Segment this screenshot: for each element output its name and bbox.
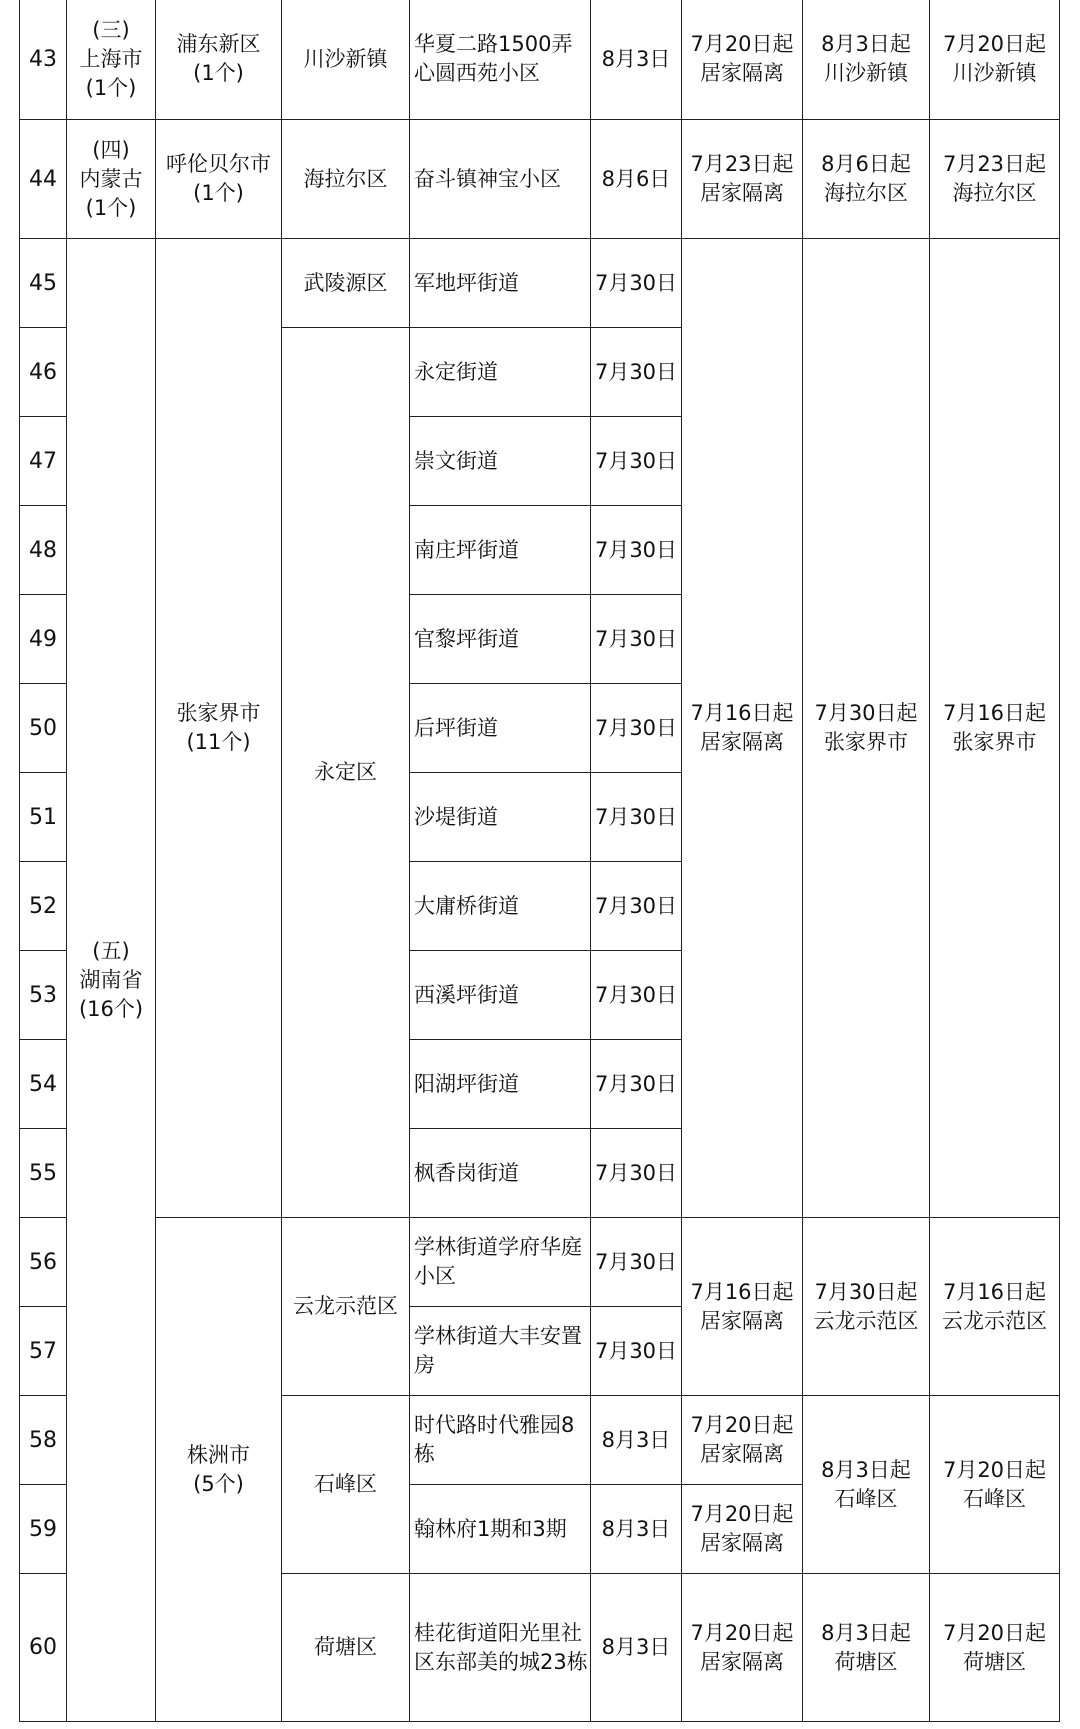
province-cell [67, 0, 156, 120]
area-since-date: 7月20日起 [942, 32, 1047, 56]
quarantine-start: 7月23日起 [690, 152, 794, 176]
quarantine-start: 7月16日起 [690, 701, 794, 725]
address-cell: 时代路时代雅园8栋 [410, 1396, 591, 1485]
table-row [20, 0, 1060, 120]
date-cell: 7月30日 [591, 1218, 682, 1307]
area-from-cell [803, 120, 930, 239]
address-cell: 沙堤街道 [410, 773, 591, 862]
address-cell: 奋斗镇神宝小区 [410, 120, 591, 239]
date-cell: 7月30日 [591, 506, 682, 595]
city-count: (1个) [193, 61, 244, 85]
quarantine-start: 7月20日起 [690, 1502, 794, 1526]
area-from-place: 海拉尔区 [824, 181, 908, 205]
area-from-cell [803, 1574, 930, 1722]
area-since-place: 海拉尔区 [952, 181, 1037, 205]
area-since-cell [930, 239, 1060, 1218]
area-from-date: 8月3日起 [821, 32, 911, 56]
province-cell [67, 120, 156, 239]
quarantine-type: 居家隔离 [700, 1308, 784, 1333]
row-number: 59 [20, 1485, 67, 1574]
address-cell: 学林街道学府华庭小区 [410, 1218, 591, 1307]
quarantine-start: 7月16日起 [690, 1279, 794, 1304]
area-from-cell [803, 239, 930, 1218]
city-count: (5个) [193, 1471, 244, 1496]
province-name: 上海市 [79, 46, 143, 71]
area-since-place: 张家界市 [952, 730, 1037, 754]
address-cell: 阳湖坪街道 [410, 1040, 591, 1129]
quarantine-start: 7月20日起 [690, 1620, 794, 1645]
city-name: 呼伦贝尔市 [166, 152, 271, 176]
district-cell: 武陵源区 [282, 239, 410, 328]
area-from-place: 张家界市 [824, 730, 908, 754]
address-cell: 西溪坪街道 [410, 951, 591, 1040]
quarantine-cell [682, 1396, 803, 1485]
quarantine-type: 居家隔离 [700, 61, 784, 85]
row-number: 53 [20, 951, 67, 1040]
province-count: (16个) [78, 996, 144, 1021]
address-cell: 桂花街道阳光里社区东部美的城23栋 [410, 1574, 591, 1722]
area-from-date: 7月30日起 [814, 701, 918, 725]
row-number: 50 [20, 684, 67, 773]
row-number: 52 [20, 862, 67, 951]
area-since-cell [930, 120, 1060, 239]
city-cell [156, 120, 282, 239]
province-count: (1个) [85, 195, 137, 220]
province-ordinal: (三) [92, 17, 130, 42]
area-from-cell [803, 0, 930, 120]
address-cell: 南庄坪街道 [410, 506, 591, 595]
address-cell: 军地坪街道 [410, 239, 591, 328]
area-from-date: 8月3日起 [821, 1457, 911, 1482]
quarantine-type: 居家隔离 [700, 730, 784, 754]
address-cell: 学林街道大丰安置房 [410, 1307, 591, 1396]
date-cell: 7月30日 [591, 951, 682, 1040]
table-row [20, 120, 1060, 239]
table-row [20, 239, 1060, 328]
date-cell: 7月30日 [591, 1040, 682, 1129]
area-from-cell [803, 1396, 930, 1574]
city-name: 浦东新区 [176, 32, 261, 56]
district-cell: 川沙新镇 [282, 0, 410, 120]
area-since-date: 7月16日起 [942, 1279, 1047, 1304]
city-count: (1个) [193, 181, 244, 205]
province-name: 内蒙古 [79, 166, 143, 191]
date-cell: 8月3日 [591, 0, 682, 120]
address-cell: 华夏二路1500弄心圆西苑小区 [410, 0, 591, 120]
address-cell: 永定街道 [410, 328, 591, 417]
city-cell [156, 0, 282, 120]
row-number: 43 [20, 0, 67, 120]
row-number: 44 [20, 120, 67, 239]
area-since-date: 7月16日起 [942, 701, 1047, 725]
risk-area-table [19, 0, 1060, 1722]
area-from-date: 8月6日起 [821, 152, 911, 176]
row-number: 57 [20, 1307, 67, 1396]
city-count: (11个) [186, 730, 251, 754]
area-since-place: 云龙示范区 [942, 1308, 1047, 1333]
date-cell: 7月30日 [591, 417, 682, 506]
row-number: 58 [20, 1396, 67, 1485]
quarantine-cell [682, 120, 803, 239]
address-cell: 大庸桥街道 [410, 862, 591, 951]
district-cell: 永定区 [282, 328, 410, 1218]
district-cell: 荷塘区 [282, 1574, 410, 1722]
date-cell: 7月30日 [591, 1307, 682, 1396]
row-number: 56 [20, 1218, 67, 1307]
quarantine-cell [682, 1574, 803, 1722]
date-cell: 8月6日 [591, 120, 682, 239]
date-cell: 7月30日 [591, 862, 682, 951]
row-number: 60 [20, 1574, 67, 1722]
row-number: 55 [20, 1129, 67, 1218]
quarantine-cell [682, 1485, 803, 1574]
table-row [20, 1218, 1060, 1307]
area-from-place: 荷塘区 [834, 1649, 898, 1674]
date-cell: 7月30日 [591, 684, 682, 773]
area-since-cell [930, 0, 1060, 120]
province-count: (1个) [85, 75, 137, 100]
area-from-place: 川沙新镇 [824, 61, 908, 85]
address-cell: 后坪街道 [410, 684, 591, 773]
quarantine-type: 居家隔离 [700, 1649, 784, 1674]
area-since-date: 7月20日起 [942, 1620, 1047, 1645]
area-from-date: 7月30日起 [814, 1279, 918, 1304]
district-cell: 石峰区 [282, 1396, 410, 1574]
province-name: 湖南省 [79, 967, 143, 992]
area-since-cell [930, 1396, 1060, 1574]
row-number: 45 [20, 239, 67, 328]
quarantine-type: 居家隔离 [700, 1442, 784, 1466]
area-since-place: 石峰区 [963, 1486, 1026, 1511]
row-number: 47 [20, 417, 67, 506]
district-cell: 海拉尔区 [282, 120, 410, 239]
area-from-place: 石峰区 [834, 1486, 898, 1511]
date-cell: 7月30日 [591, 328, 682, 417]
row-number: 46 [20, 328, 67, 417]
date-cell: 7月30日 [591, 239, 682, 328]
province-ordinal: (四) [92, 137, 130, 162]
area-from-date: 8月3日起 [821, 1620, 911, 1645]
quarantine-cell [682, 0, 803, 120]
date-cell: 7月30日 [591, 773, 682, 862]
area-since-cell [930, 1218, 1060, 1396]
date-cell: 8月3日 [591, 1574, 682, 1722]
date-cell: 8月3日 [591, 1485, 682, 1574]
province-ordinal: (五) [92, 938, 130, 963]
quarantine-cell [682, 239, 803, 1218]
city-cell [156, 1218, 282, 1722]
area-since-date: 7月20日起 [942, 1457, 1047, 1482]
address-cell: 枫香岗街道 [410, 1129, 591, 1218]
row-number: 54 [20, 1040, 67, 1129]
area-from-cell [803, 1218, 930, 1396]
city-name: 张家界市 [176, 701, 261, 725]
date-cell: 7月30日 [591, 1129, 682, 1218]
address-cell: 官黎坪街道 [410, 595, 591, 684]
area-since-cell [930, 1574, 1060, 1722]
province-cell [67, 239, 156, 1722]
area-from-place: 云龙示范区 [813, 1308, 919, 1333]
row-number: 51 [20, 773, 67, 862]
date-cell: 7月30日 [591, 595, 682, 684]
district-cell: 云龙示范区 [282, 1218, 410, 1396]
address-cell: 崇文街道 [410, 417, 591, 506]
address-cell: 翰林府1期和3期 [410, 1485, 591, 1574]
area-since-date: 7月23日起 [942, 152, 1047, 176]
quarantine-cell [682, 1218, 803, 1396]
area-since-place: 荷塘区 [963, 1649, 1026, 1674]
city-cell [156, 239, 282, 1218]
area-since-place: 川沙新镇 [952, 61, 1037, 85]
quarantine-start: 7月20日起 [690, 32, 794, 56]
row-number: 48 [20, 506, 67, 595]
quarantine-start: 7月20日起 [690, 1413, 794, 1437]
city-name: 株洲市 [187, 1442, 250, 1467]
date-cell: 8月3日 [591, 1396, 682, 1485]
quarantine-type: 居家隔离 [700, 181, 784, 205]
row-number: 49 [20, 595, 67, 684]
quarantine-type: 居家隔离 [700, 1531, 784, 1555]
